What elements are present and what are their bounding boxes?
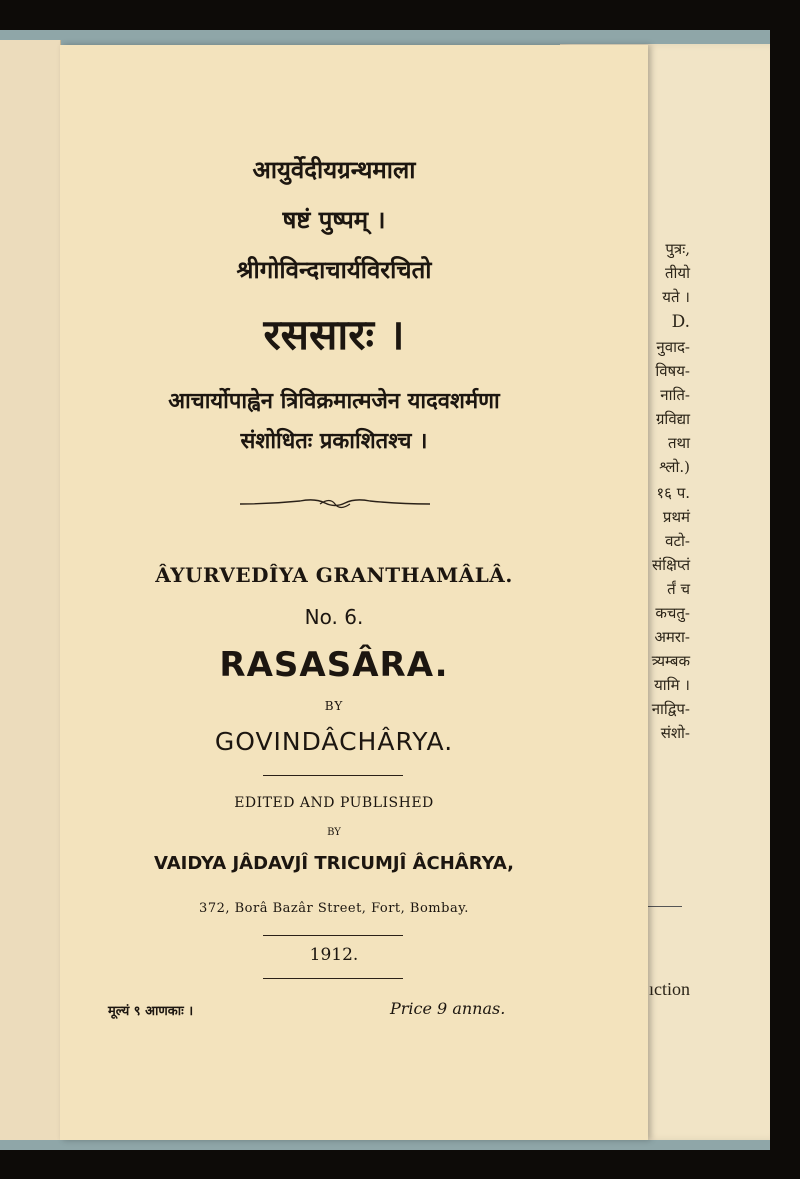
back-fragment: विषय-	[655, 362, 690, 380]
publication-line-devanagari: संशोधितः प्रकाशितश्च ।	[240, 429, 428, 454]
ornament-divider	[240, 497, 430, 511]
price-english: Price 9 annas.	[390, 999, 506, 1018]
back-fragment: प्रथमं	[662, 508, 690, 526]
back-fragment: तीयो	[664, 264, 690, 282]
back-fragment: श्लो.)	[659, 458, 690, 476]
back-page-rule	[646, 906, 682, 907]
series-title-devanagari: आयुर्वेदीयग्रन्थमाला	[252, 156, 416, 184]
back-fragment: वटो-	[665, 532, 690, 550]
publisher-name: VAIDYA JÂDAVJÎ TRICUMJÎ ÂCHÂRYA,	[153, 853, 514, 874]
back-fragment: पुत्रः,	[665, 240, 690, 258]
back-fragment: D.	[671, 312, 690, 332]
back-fragment: नाद्विप-	[651, 700, 690, 718]
divider-rule	[263, 775, 403, 776]
title-page	[60, 45, 648, 1140]
author-devanagari: श्रीगोविन्दाचार्यविरचितो	[236, 256, 432, 284]
back-fragment: अमरा-	[654, 628, 690, 646]
price-devanagari: मूल्यं ९ आणकाः ।	[108, 1004, 194, 1019]
back-fragment: यते ।	[662, 288, 690, 306]
volume-number-devanagari: षष्टं पुष्पम् ।	[282, 206, 386, 234]
back-fragment: त्र्यम्बक	[651, 652, 690, 670]
back-fragment: संशो-	[660, 724, 690, 742]
book-title-devanagari: रससारः ।	[263, 310, 405, 359]
back-fragment: ग्रविद्या	[655, 410, 690, 428]
divider-rule	[263, 978, 403, 979]
book-title-english: RASASÂRA.	[219, 645, 449, 685]
back-fragment: संक्षिप्तं	[652, 556, 690, 574]
divider-rule	[263, 935, 403, 936]
back-fragment: कचतु-	[655, 604, 690, 622]
series-title-english: ÂYURVEDÎYA GRANTHAMÂLÂ.	[155, 563, 513, 587]
back-fragment: १६ प.	[656, 484, 690, 502]
back-fragment: ıction	[649, 979, 690, 999]
back-fragment: यामि ।	[654, 676, 690, 694]
back-fragment: नुवाद-	[656, 338, 690, 356]
author-english: GOVINDÂCHÂRYA.	[214, 727, 454, 756]
back-fragment: नाति-	[660, 386, 690, 404]
edited-published-label: EDITED AND PUBLISHED	[234, 795, 434, 811]
editor-line-devanagari: आचार्योपाह्वेन त्रिविक्रमात्मजेन यादवशर्मणा	[168, 389, 500, 414]
volume-number-english: No. 6.	[304, 605, 364, 629]
publisher-address: 372, Borâ Bazâr Street, Fort, Bombay.	[199, 901, 469, 916]
by-label-2: BY	[327, 827, 341, 838]
back-fragment: र्तं च	[667, 580, 690, 598]
by-label: BY	[324, 699, 344, 713]
back-fragment: तथा	[667, 434, 690, 452]
publication-year: 1912.	[309, 945, 359, 965]
